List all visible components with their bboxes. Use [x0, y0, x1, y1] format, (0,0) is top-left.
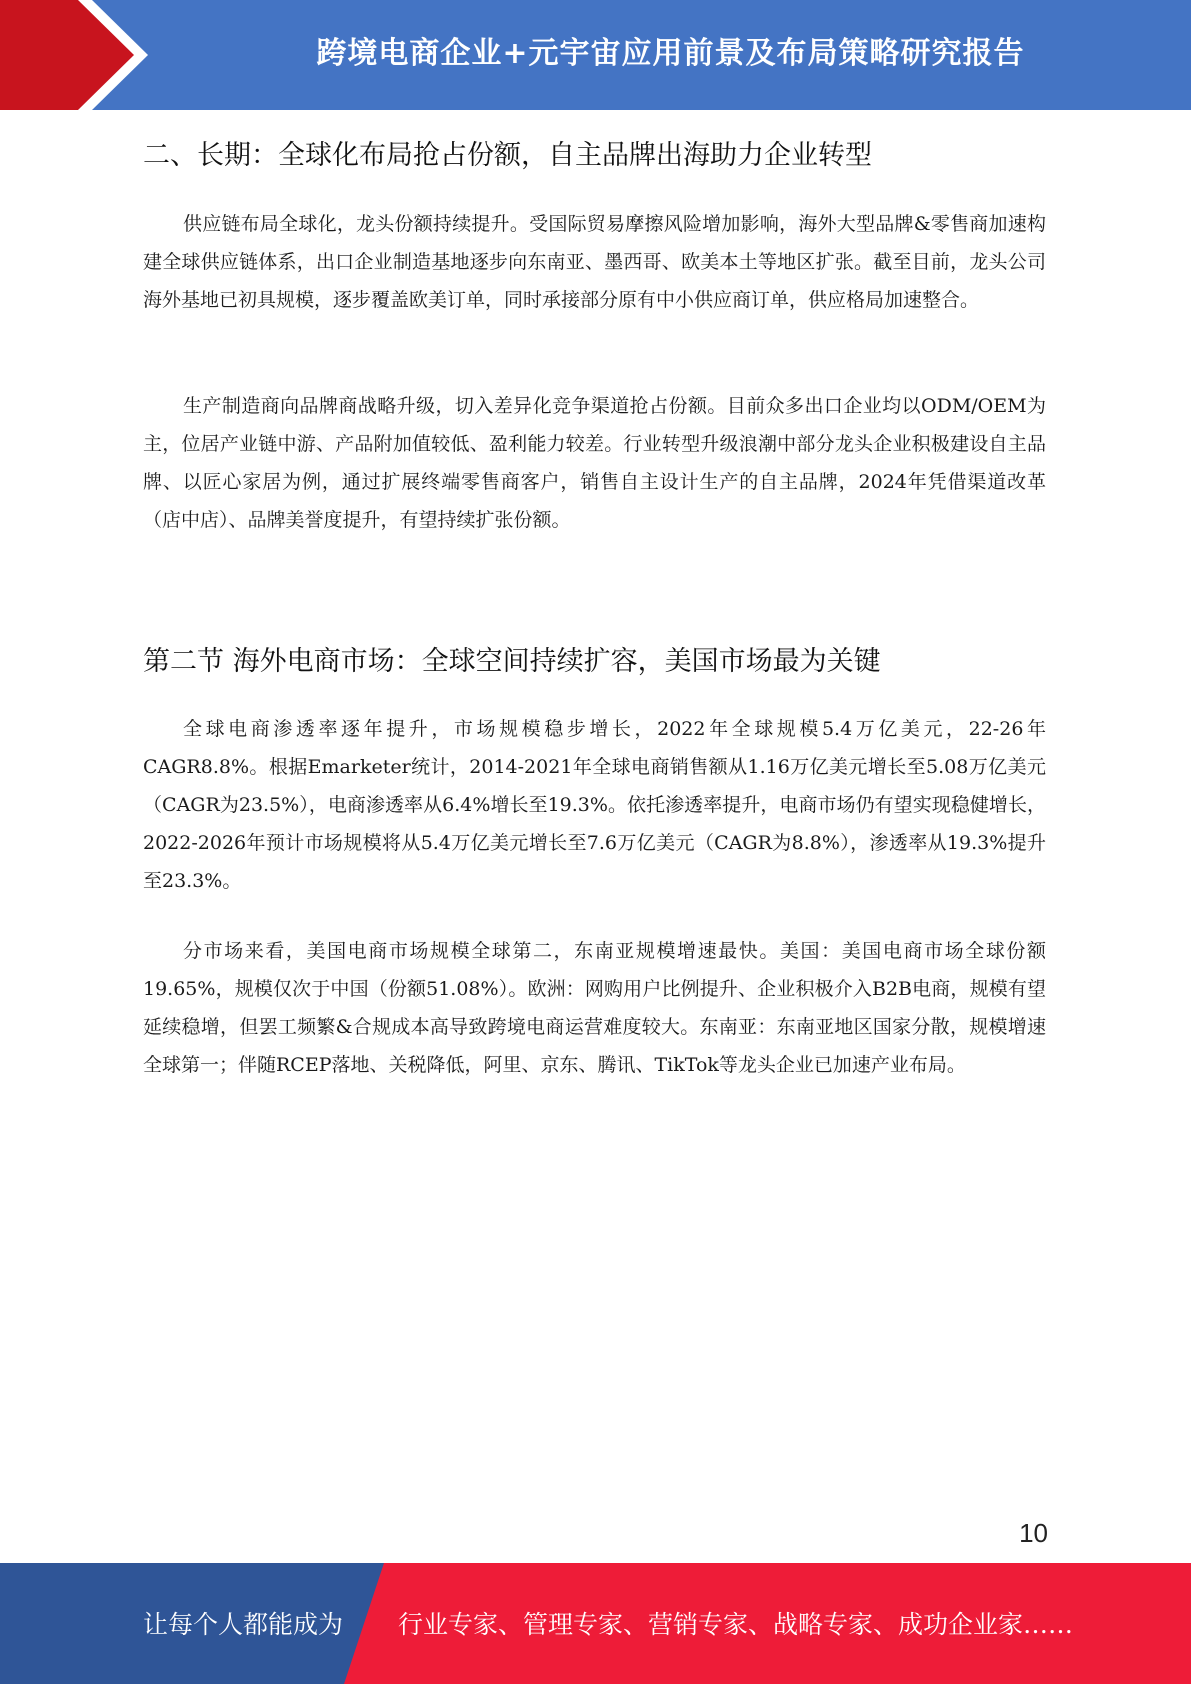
page-header	[0, 0, 1191, 110]
paragraph-global-ecommerce: 全球电商渗透率逐年提升，市场规模稳步增长，2022年全球规模5.4万亿美元，22-26年CAGR8.8%。根据Emarketer统计，2014-2021年全球电商销售额从1.16万亿美元增长至5.08万亿美元（CAGR为23.5%），电商渗透率从6.4%增长至19.3%。依托渗透率提升，电商市场仍有望实现稳健增长，2022-2026年预计市场规模将从5.4万亿美元增长至7.6万亿美元（CAGR为8.8%），渗透率从19.3%提升至23.3%。	[143, 718, 1046, 892]
paragraph-supply-chain: 供应链布局全球化，龙头份额持续提升。受国际贸易摩擦风险增加影响，海外大型品牌&零售商加速构建全球供应链体系，出口企业制造基地逐步向东南亚、墨西哥、欧美本土等地区扩张。截至目前，龙头公司海外基地已初具规模，逐步覆盖欧美订单，同时承接部分原有中小供应商订单，供应格局加速整合。	[143, 213, 1046, 311]
section-title-overseas-market: 第二节 海外电商市场：全球空间持续扩容，美国市场最为关键	[143, 646, 881, 677]
header-title: 跨境电商企业+元宇宙应用前景及布局策略研究报告	[316, 36, 1025, 71]
page-number: 10	[1019, 1518, 1048, 1548]
paragraph-brand-upgrade: 生产制造商向品牌商战略升级，切入差异化竞争渠道抢占份额。目前众多出口企业均以ODM/OEM为主，位居产业链中游、产品附加值较低、盈利能力较差。行业转型升级浪潮中部分龙头企业积极建设自主品牌、以匠心家居为例，通过扩展终端零售商客户，销售自主设计生产的自主品牌，2024年凭借渠道改革（店中店）、品牌美誉度提升，有望持续扩张份额。	[143, 395, 1046, 531]
footer-slogan-right: 行业专家、管理专家、营销专家、战略专家、成功企业家……	[398, 1610, 1074, 1639]
paragraph-regional-markets: 分市场来看，美国电商市场规模全球第二，东南亚规模增速最快。美国：美国电商市场全球份额19.65%，规模仅次于中国（份额51.08%）。欧洲：网购用户比例提升、企业积极介入B2B电商，规模有望延续稳增，但罢工频繁&合规成本高导致跨境电商运营难度较大。东南亚：东南亚地区国家分散，规模增速全球第一；伴随RCEP落地、关税降低，阿里、京东、腾讯、TikTok等龙头企业已加速产业布局。	[143, 940, 1046, 1076]
footer-slogan-left: 让每个人都能成为	[143, 1610, 344, 1639]
section-title-long-term: 二、长期：全球化布局抢占份额，自主品牌出海助力企业转型	[143, 140, 872, 171]
page-footer	[0, 1563, 1191, 1684]
